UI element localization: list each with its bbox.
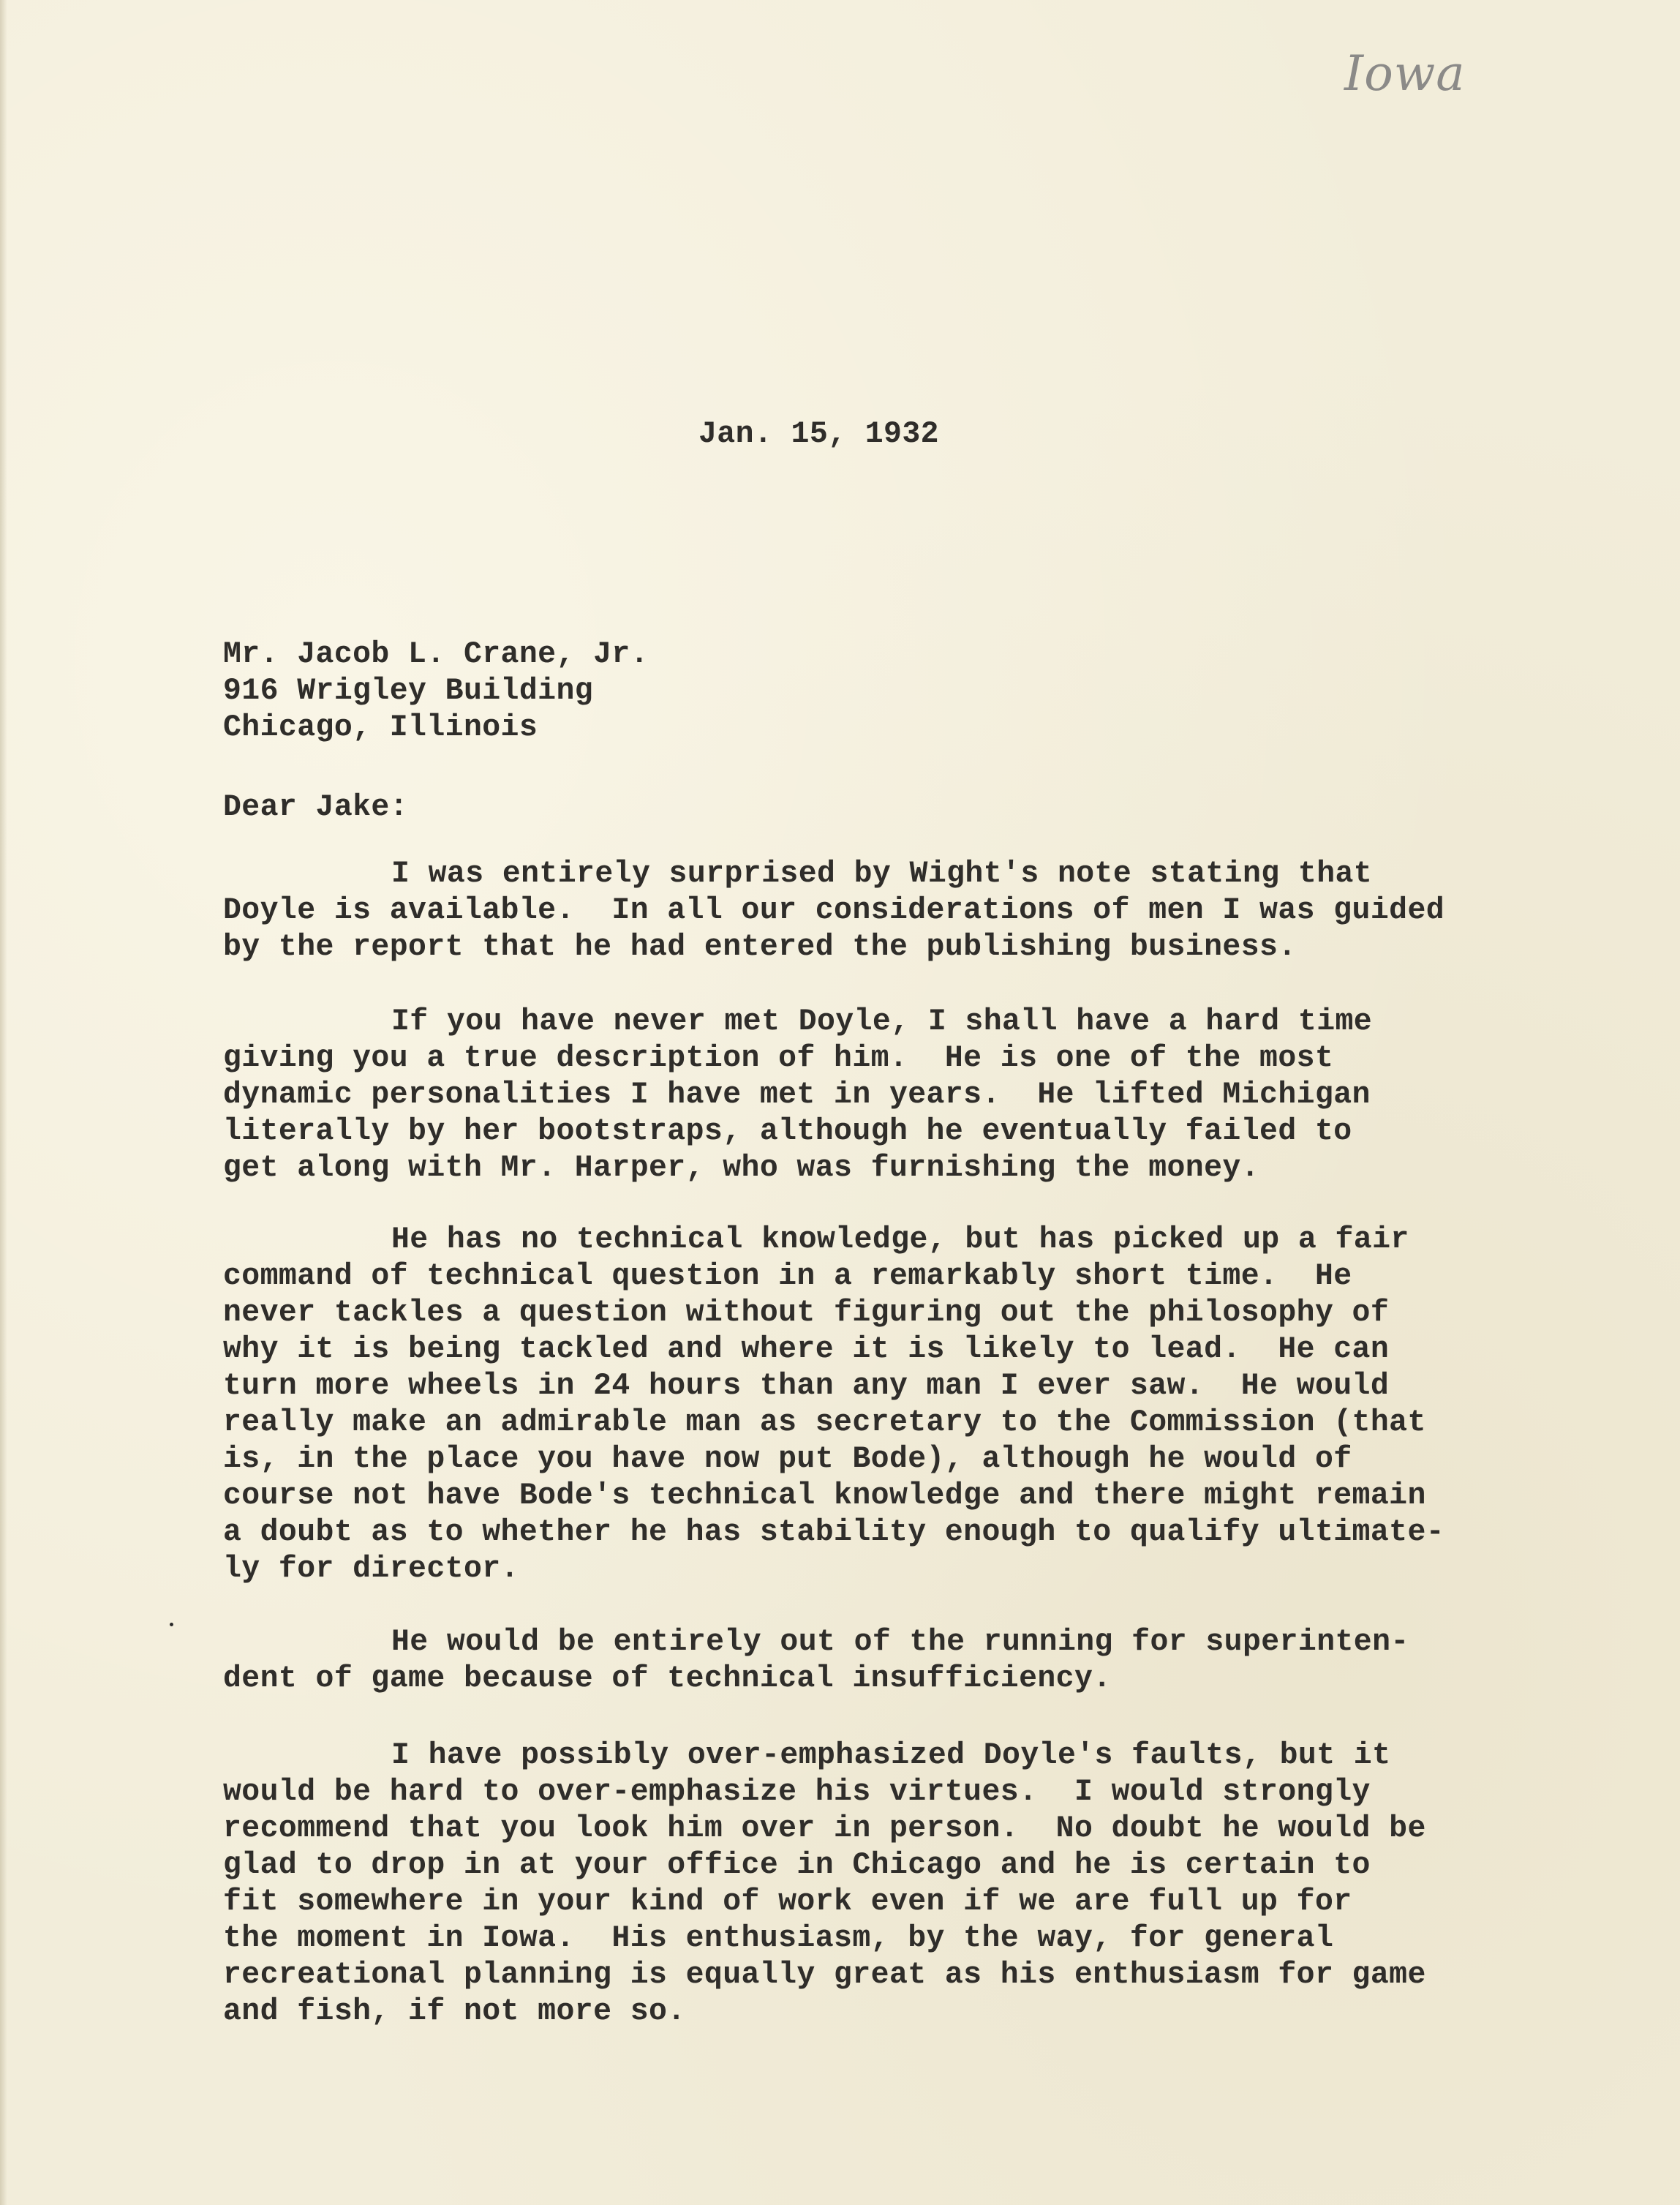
paragraph-line: is, in the place you have now put Bode), although he would of — [223, 1442, 1352, 1476]
paragraph-line: course not have Bode's technical knowledge and there might remain — [223, 1479, 1426, 1513]
paragraph-line: recreational planning is equally great as his enthusiasm for game — [223, 1958, 1426, 1992]
handwritten-annotation: Iowa — [1344, 45, 1466, 102]
paragraph-line: and fish, if not more so. — [223, 1994, 686, 2029]
recipient-street: 916 Wrigley Building — [223, 674, 594, 708]
paragraph-line: really make an admirable man as secretary to the Commission (that — [223, 1405, 1426, 1440]
paragraph-2 — [223, 1004, 1372, 1187]
paragraph-line: ly for director. — [223, 1552, 519, 1586]
paragraph-line: He has no technical knowledge, but has picked up a fair — [391, 1222, 1409, 1257]
paragraph-line: would be hard to over-emphasize his virtues. I would strongly — [223, 1775, 1371, 1809]
paragraph-4 — [223, 1624, 1409, 1697]
paragraph-line: I have possibly over-emphasized Doyle's faults, but it — [391, 1738, 1391, 1773]
paragraph-line: the moment in Iowa. His enthusiasm, by the way, for general — [223, 1921, 1334, 1956]
paragraph-line: recommend that you look him over in person. No doubt he would be — [223, 1811, 1426, 1846]
paragraph-1 — [223, 856, 1444, 966]
paragraph-line: If you have never met Doyle, I shall have a hard time — [391, 1004, 1373, 1039]
recipient-name: Mr. Jacob L. Crane, Jr. — [223, 637, 649, 672]
recipient-city: Chicago, Illinois — [223, 710, 538, 745]
paragraph-line: fit somewhere in your kind of work even if we are full up for — [223, 1885, 1352, 1919]
salutation: Dear Jake: — [223, 790, 409, 824]
paragraph-line: command of technical question in a remarkably short time. He — [223, 1259, 1352, 1293]
paragraph-line: Doyle is available. In all our considerations of men I was guided — [223, 893, 1445, 928]
paragraph-5 — [223, 1738, 1426, 2030]
paper-edge-shadow — [0, 0, 7, 2205]
paragraph-line: by the report that he had entered the publishing business. — [223, 930, 1297, 964]
paragraph-line: glad to drop in at your office in Chicago and he is certain to — [223, 1848, 1371, 1882]
paragraph-line: He would be entirely out of the running for superinten- — [391, 1625, 1409, 1659]
paragraph-3 — [223, 1222, 1444, 1588]
paragraph-line: giving you a true description of him. He is one of the most — [223, 1041, 1334, 1075]
paragraph-line: why it is being tackled and where it is likely to lead. He can — [223, 1332, 1390, 1367]
paragraph-line: dynamic personalities I have met in years. He lifted Michigan — [223, 1078, 1371, 1112]
paragraph-line: dent of game because of technical insufficiency. — [223, 1661, 1112, 1696]
paragraph-line: literally by her bootstraps, although he eventually failed to — [223, 1114, 1352, 1149]
paragraph-line: I was entirely surprised by Wight's note stating that — [391, 857, 1373, 891]
paragraph-line: turn more wheels in 24 hours than any man I ever saw. He would — [223, 1369, 1390, 1403]
paragraph-line: get along with Mr. Harper, who was furnishing the money. — [223, 1151, 1260, 1185]
paragraph-line: never tackles a question without figuring out the philosophy of — [223, 1296, 1390, 1330]
letter-date: Jan. 15, 1932 — [698, 417, 939, 451]
ink-speck — [170, 1623, 173, 1626]
paragraph-line: a doubt as to whether he has stability enough to qualify ultimate- — [223, 1515, 1445, 1549]
